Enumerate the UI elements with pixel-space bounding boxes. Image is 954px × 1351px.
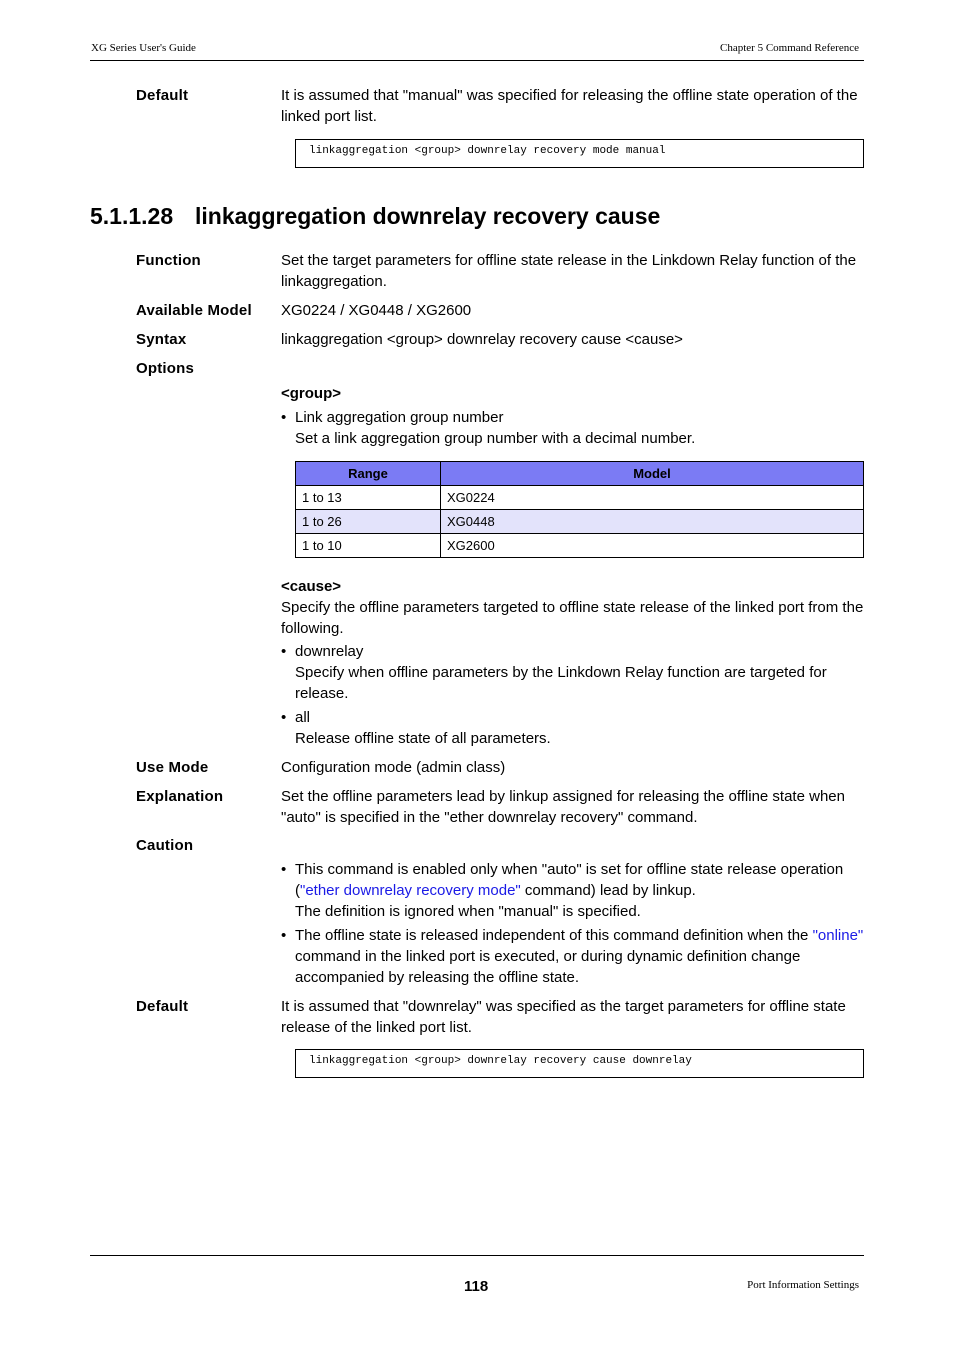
table-header-range: Range xyxy=(296,462,441,486)
default-text-top: It is assumed that "manual" was specified for releasing the offline state operation of the linked port list. xyxy=(281,87,858,125)
caution-1-line3: The definition is ignored when "manual" is specified. xyxy=(295,903,641,920)
section-heading xyxy=(90,203,660,230)
group-item: Link aggregation group number xyxy=(295,409,504,426)
caution-1-line2 xyxy=(295,880,865,901)
bullet-icon: • xyxy=(281,861,287,878)
footer-rule xyxy=(90,1255,864,1256)
syntax-label: Syntax xyxy=(136,331,187,348)
group-desc: Set a link aggregation group number with a decimal number. xyxy=(295,430,696,447)
use-mode-label: Use Mode xyxy=(136,759,209,776)
cause-intro: Specify the offline parameters targeted to offline state release of the linked port from the following. xyxy=(281,599,864,637)
bullet-icon: • xyxy=(281,643,287,660)
cause-item-desc: Release offline state of all parameters. xyxy=(295,730,551,747)
running-header-chapter: Chapter 5 Command Reference xyxy=(720,42,859,54)
section-number: 5.1.1.28 xyxy=(90,203,174,229)
syntax-text: linkaggregation <group> downrelay recovery cause <cause> xyxy=(281,331,683,348)
caution-1-open: ( xyxy=(295,882,300,899)
default-label-bottom: Default xyxy=(136,998,189,1015)
table-cell-range: 1 to 26 xyxy=(296,510,441,534)
table-cell-range: 1 to 10 xyxy=(296,534,441,558)
online-link[interactable]: "online" xyxy=(812,927,864,944)
section-title: linkaggregation downrelay recovery cause xyxy=(195,203,661,229)
bullet-icon: • xyxy=(281,709,287,726)
header-rule xyxy=(90,60,864,61)
table-row xyxy=(296,486,864,510)
available-model-label: Available Model xyxy=(136,302,252,319)
table-cell-model: XG0448 xyxy=(441,510,864,534)
ether-downrelay-recovery-mode-link[interactable]: "ether downrelay recovery mode" xyxy=(300,882,521,899)
function-label: Function xyxy=(136,252,201,269)
code-text-bottom: linkaggregation <group> downrelay recovery cause downrelay xyxy=(309,1055,692,1067)
function-text: Set the target parameters for offline state release in the Linkdown Relay function of the linkaggregation. xyxy=(281,252,857,290)
code-block-bottom xyxy=(295,1049,864,1078)
table-header-model: Model xyxy=(441,462,864,486)
caution-1-line1: This command is enabled only when "auto" is set for offline state release operation xyxy=(295,861,844,878)
footer-section: Port Information Settings xyxy=(747,1279,859,1291)
caution-2-rest: command in the linked port is executed, or during dynamic definition change accompanied by releasing the offline state. xyxy=(295,948,801,986)
caution-label: Caution xyxy=(136,837,194,854)
default-text-bottom: It is assumed that "downrelay" was specified as the target parameters for offline state release of the linked port list. xyxy=(281,998,846,1036)
explanation-label: Explanation xyxy=(136,788,224,805)
explanation-text: Set the offline parameters lead by linkup assigned for releasing the offline state when "auto" is specified in the "ether downrelay recovery" command. xyxy=(281,788,845,826)
bullet-icon: • xyxy=(281,927,287,944)
table-cell-model: XG0224 xyxy=(441,486,864,510)
page-number: 118 xyxy=(464,1278,489,1295)
table-cell-model: XG2600 xyxy=(441,534,864,558)
available-model-text: XG0224 / XG0448 / XG2600 xyxy=(281,302,472,319)
table-cell-range: 1 to 13 xyxy=(296,486,441,510)
table-row xyxy=(296,510,864,534)
table-header-row xyxy=(296,462,864,486)
cause-item-name: all xyxy=(295,709,311,726)
table-row xyxy=(296,534,864,558)
range-model-table xyxy=(295,461,864,558)
options-label: Options xyxy=(136,360,195,377)
running-header-title: XG Series User's Guide xyxy=(91,42,196,54)
cause-heading: <cause> xyxy=(281,578,342,595)
caution-1-rest: command) lead by linkup. xyxy=(520,882,696,899)
code-text-top: linkaggregation <group> downrelay recovery mode manual xyxy=(309,145,666,157)
bullet-icon: • xyxy=(281,409,287,426)
cause-item-desc: Specify when offline parameters by the Linkdown Relay function are targeted for release. xyxy=(295,664,827,702)
group-heading: <group> xyxy=(281,385,342,402)
code-block-top xyxy=(295,139,864,168)
use-mode-text: Configuration mode (admin class) xyxy=(281,759,506,776)
default-label-top: Default xyxy=(136,87,189,104)
caution-2-line1 xyxy=(295,925,865,946)
cause-item-name: downrelay xyxy=(295,643,364,660)
caution-2-pre: The offline state is released independent of this command definition when the xyxy=(295,927,813,944)
